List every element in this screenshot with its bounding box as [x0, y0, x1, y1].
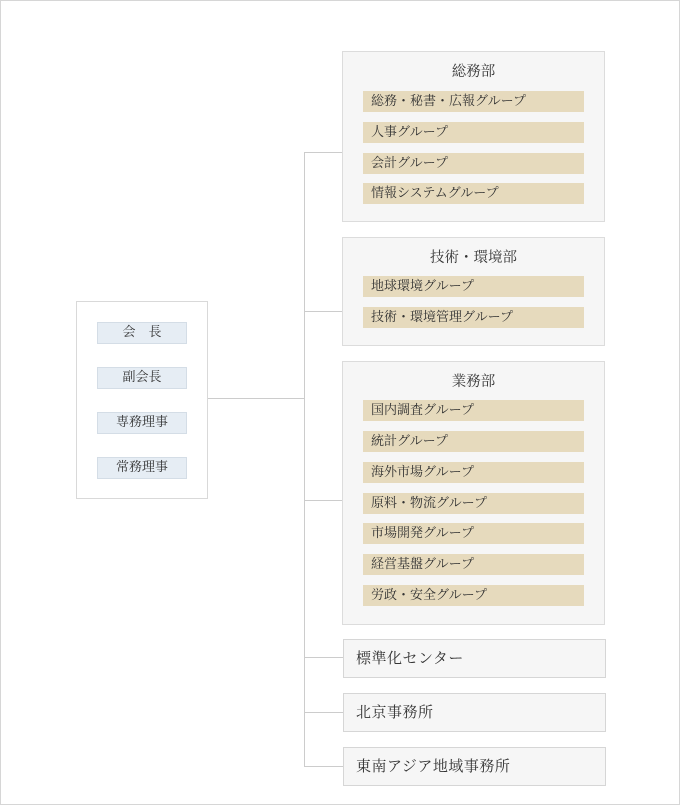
unit-southeast-asia-office: 東南アジア地域事務所: [343, 747, 606, 786]
dept-gyomu: [342, 361, 605, 625]
group-item: 情報システムグループ: [363, 183, 584, 204]
exec-senior-managing-director: 専務理事: [97, 412, 187, 434]
group-item: 市場開発グループ: [363, 523, 584, 544]
group-item: 国内調査グループ: [363, 400, 584, 421]
branch-connector-hyojunka: [304, 657, 343, 658]
exec-to-trunk-connector: [208, 398, 304, 399]
group-item: 統計グループ: [363, 431, 584, 452]
unit-hyojunka-center: 標準化センター: [343, 639, 606, 678]
group-item: 原料・物流グループ: [363, 493, 584, 514]
group-item: 地球環境グループ: [363, 276, 584, 297]
branch-connector-sea: [304, 766, 343, 767]
main-trunk-line: [304, 152, 305, 766]
unit-beijing-office: 北京事務所: [343, 693, 606, 732]
group-item: 海外市場グループ: [363, 462, 584, 483]
exec-managing-director: 常務理事: [97, 457, 187, 479]
branch-connector-gyomu: [304, 500, 342, 501]
group-item: 総務・秘書・広報グループ: [363, 91, 584, 112]
exec-vice-chairman: 副会長: [97, 367, 187, 389]
group-item: 労政・安全グループ: [363, 585, 584, 606]
branch-connector-beijing: [304, 712, 343, 713]
dept-soumu: [342, 51, 605, 222]
exec-chairman: 会 長: [97, 322, 187, 344]
group-item: 会計グループ: [363, 153, 584, 174]
dept-title: 総務部: [451, 64, 496, 80]
group-item: 技術・環境管理グループ: [363, 307, 584, 328]
branch-connector-soumu: [304, 152, 342, 153]
group-item: 経営基盤グループ: [363, 554, 584, 575]
group-item: 人事グループ: [363, 122, 584, 143]
branch-connector-gijutsu: [304, 311, 342, 312]
dept-title: 技術・環境部: [430, 250, 517, 266]
executive-box: [76, 301, 208, 499]
dept-gijutsu-kankyo: [342, 237, 605, 346]
dept-title: 業務部: [451, 374, 496, 390]
